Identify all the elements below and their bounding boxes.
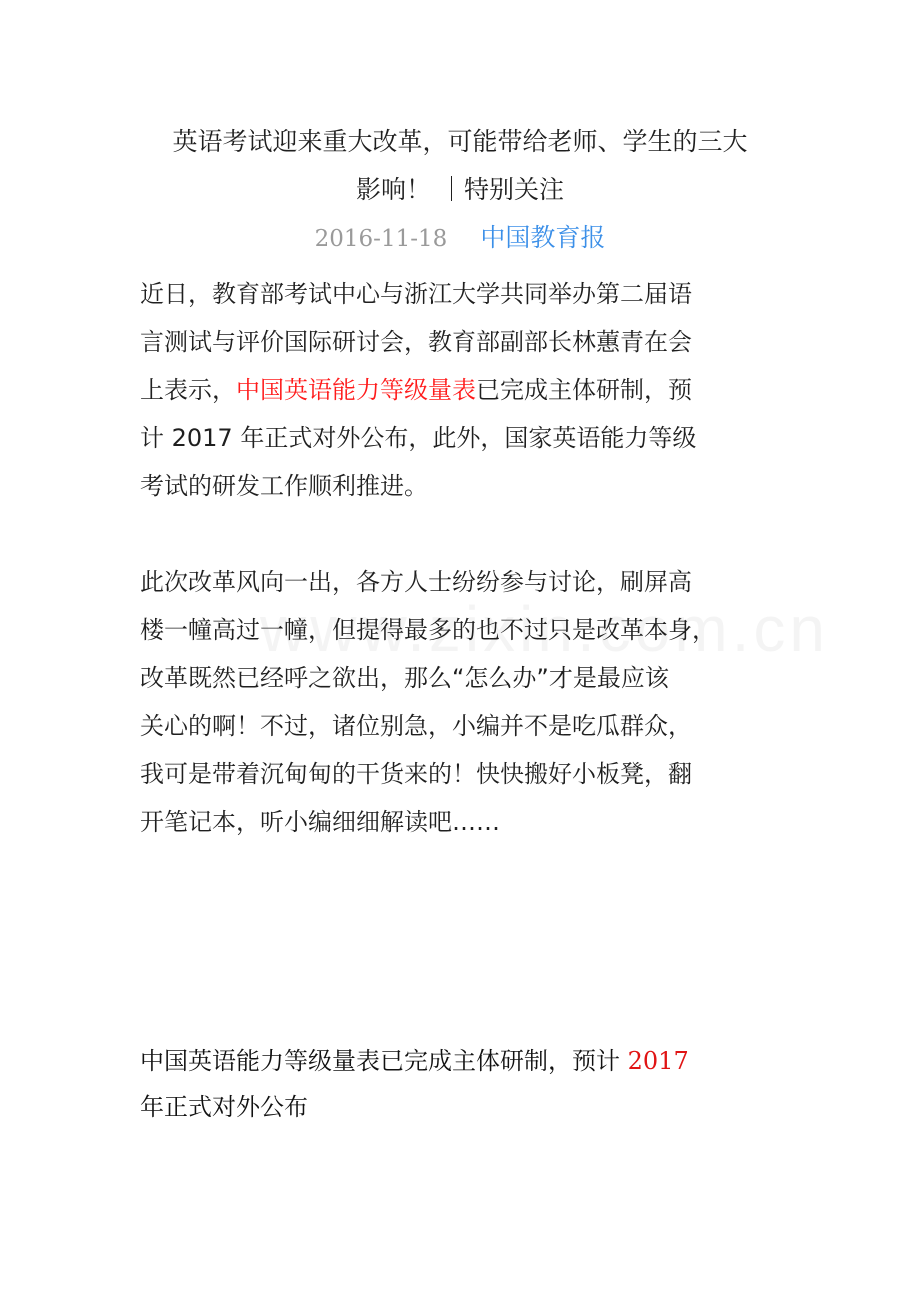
- paragraph-line: 改革既然已经呼之欲出，那么“怎么办”才是最应该: [140, 664, 669, 692]
- discussion-paragraph: [140, 558, 800, 846]
- paragraph-line: [140, 366, 800, 414]
- source-link[interactable]: 中国教育报: [480, 223, 606, 252]
- section-heading-text: 中国英语能力等级量表已完成主体研制，预计: [140, 1047, 628, 1075]
- paragraph-line: 开笔记本，听小编细细解读吧……: [140, 808, 500, 836]
- article-title-line-2: 影响！ ｜特别关注: [356, 175, 564, 204]
- paragraph-line: 楼一幢高过一幢，但提得最多的也不过只是改革本身，: [140, 616, 716, 644]
- paragraph-line: 关心的啊！不过，诸位别急，小编并不是吃瓜群众，: [140, 712, 692, 740]
- article-title: [130, 118, 790, 214]
- paragraph-line: 我可是带着沉甸甸的干货来的！快快搬好小板凳，翻: [140, 760, 692, 788]
- paragraph-text: 已完成主体研制，预: [476, 376, 692, 404]
- article-title-line-1: 英语考试迎来重大改革，可能带给老师、学生的三大: [172, 127, 748, 156]
- section-heading: [140, 1038, 800, 1130]
- paragraph-line: 此次改革风向一出，各方人士纷纷参与讨论，刷屏高: [140, 568, 692, 596]
- paragraph-line: 考试的研发工作顺利推进。: [140, 472, 428, 500]
- publish-date: 2016-11-18: [314, 226, 448, 252]
- paragraph-text: 上表示，: [140, 376, 236, 404]
- intro-paragraph: [140, 270, 800, 510]
- paragraph-line: 计 2017 年正式对外公布，此外，国家英语能力等级: [140, 424, 697, 452]
- paragraph-line: 近日，教育部考试中心与浙江大学共同举办第二届语: [140, 280, 692, 308]
- section-heading-year: 2017: [627, 1047, 689, 1075]
- section-heading-line-1: [140, 1038, 800, 1084]
- paragraph-line: 言测试与评价国际研讨会，教育部副部长林蕙青在会: [140, 328, 692, 356]
- highlighted-term: 中国英语能力等级量表: [236, 376, 476, 404]
- article-meta: [0, 220, 920, 259]
- section-heading-line-2: 年正式对外公布: [140, 1093, 308, 1121]
